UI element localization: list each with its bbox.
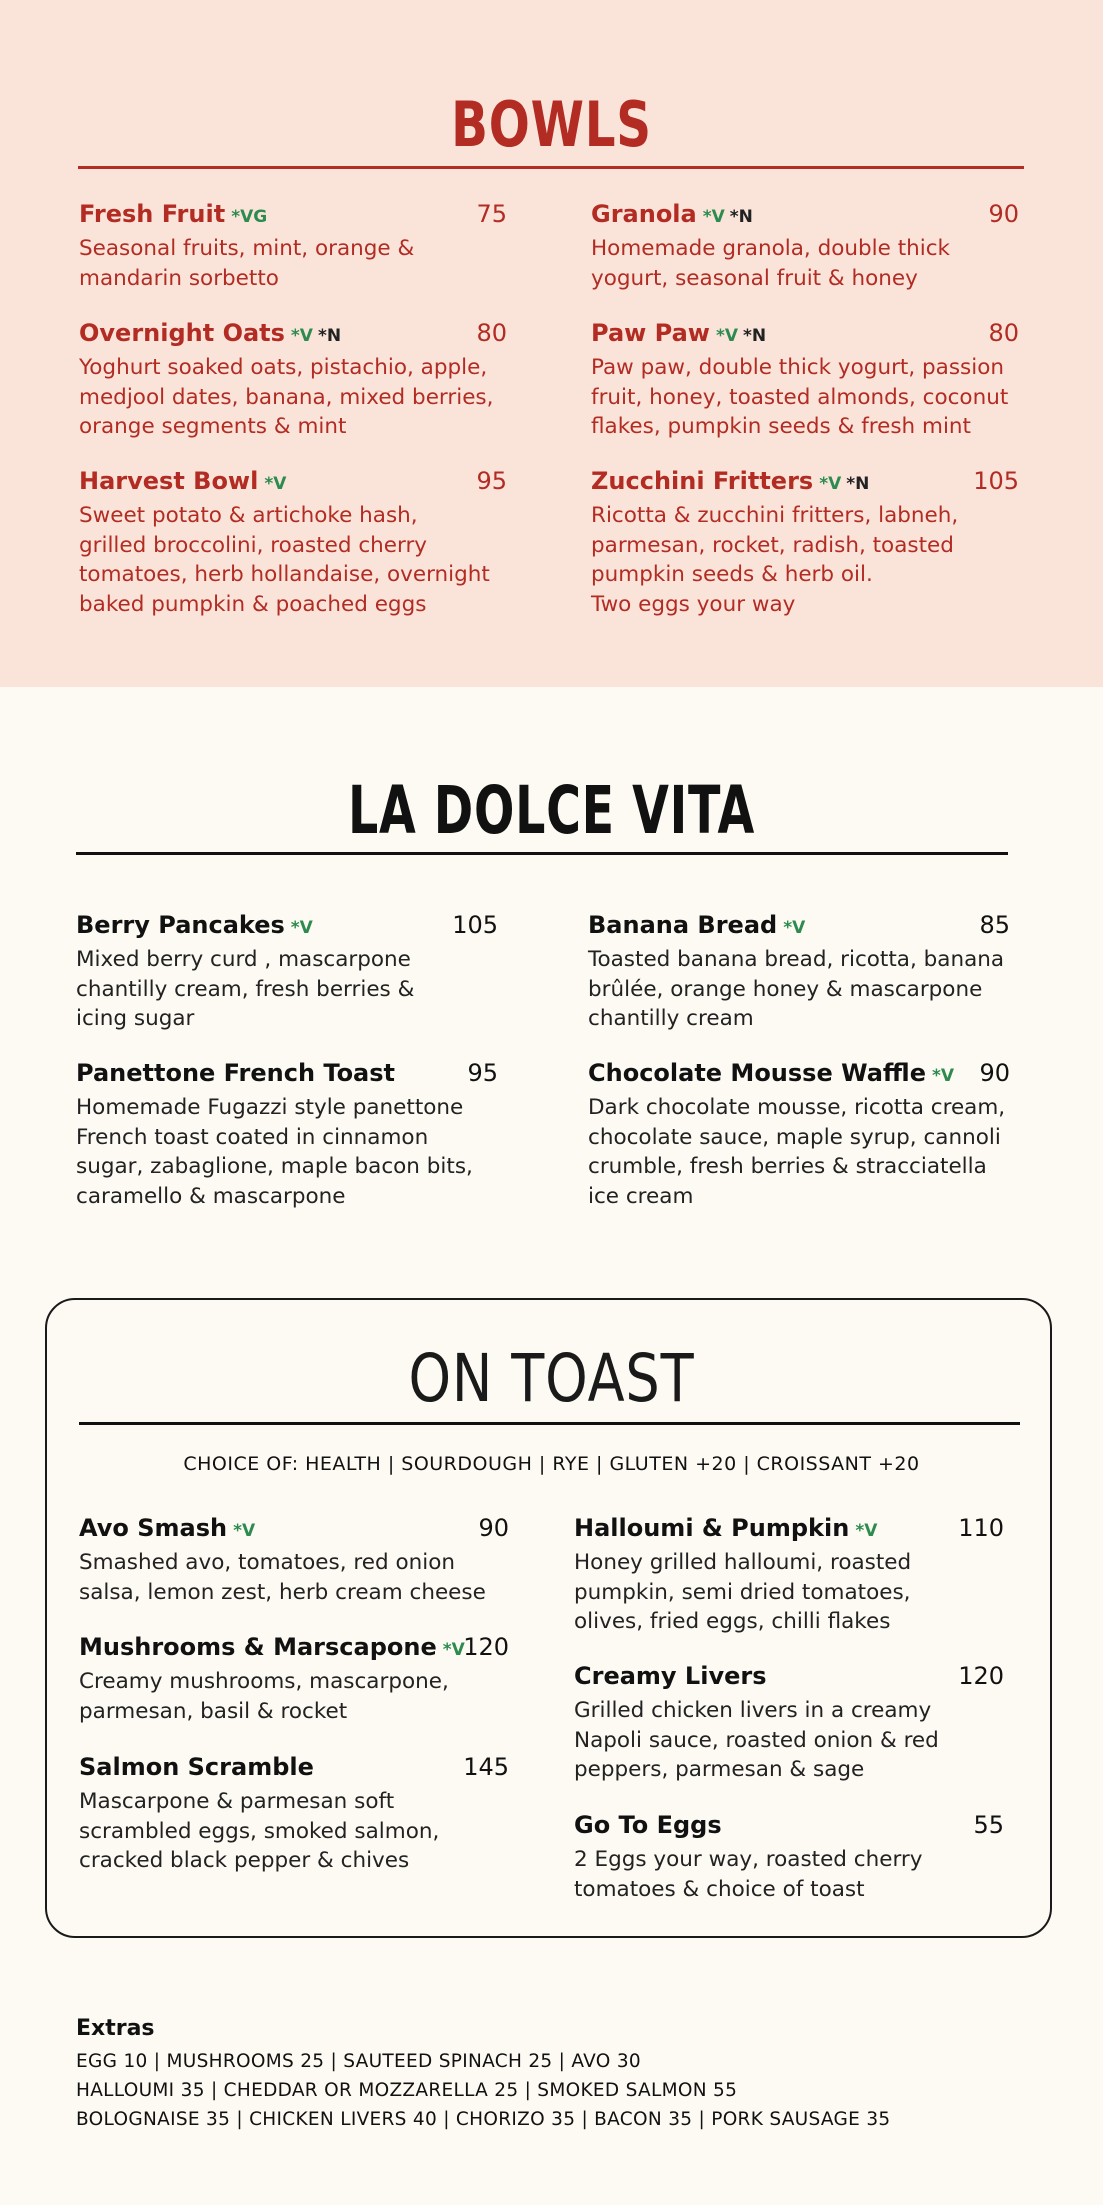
item-price: 105 [452, 911, 498, 939]
nut-tag: *N [846, 474, 870, 494]
item-name: Overnight Oats *V *N [79, 319, 342, 347]
item-name: Panettone French Toast [76, 1059, 396, 1087]
extras-heading: Extras [76, 2016, 155, 2041]
item-name: Creamy Livers [574, 1662, 767, 1690]
dolce-heading: LA DOLCE VITA [348, 772, 755, 849]
item-name: Go To Eggs [574, 1811, 722, 1839]
dietary-tag: *V [931, 1066, 955, 1086]
item-description: Toasted banana bread, ricotta, banana brûlée, orange honey & mascarpone chantilly cream [588, 947, 1005, 1031]
item-price: 105 [973, 467, 1019, 495]
item-description: Honey grilled halloumi, roasted pumpkin, semi dried tomatoes, olives, fried eggs, chilli flakes [574, 1550, 912, 1634]
item-price: 80 [988, 319, 1019, 347]
item-description: Homemade granola, double thick yogurt, seasonal fruit & honey [591, 236, 950, 291]
item-description: Dark chocolate mousse, ricotta cream, chocolate sauce, maple syrup, cannoli crumble, fresh berries & stracciatella ice cream [588, 1095, 1006, 1209]
item-name: Fresh Fruit *VG [79, 200, 268, 228]
item-description: Yoghurt soaked oats, pistachio, apple, medjool dates, banana, mixed berries, orange segments & mint [79, 355, 494, 439]
item-name: Granola *V *N [591, 200, 753, 228]
item-name: Salmon Scramble [79, 1753, 314, 1781]
dietary-tag: *VG [231, 207, 268, 227]
dietary-tag: *V [855, 1521, 878, 1541]
item-price: 55 [973, 1811, 1004, 1839]
dietary-tag: *V [233, 1521, 256, 1541]
item-description: Creamy mushrooms, mascarpone, parmesan, basil & rocket [79, 1669, 449, 1724]
item-price: 95 [467, 1059, 498, 1087]
item-description: Mascarpone & parmesan soft scrambled eggs, smoked salmon, cracked black pepper & chives [79, 1789, 440, 1873]
item-name: Avo Smash *V [79, 1514, 256, 1542]
item-description: Ricotta & zucchini fritters, labneh, parmesan, rocket, radish, toasted pumpkin seeds & herb oil. Two eggs your way [591, 503, 959, 617]
item-name: Berry Pancakes *V [76, 911, 313, 939]
on-toast-heading: ON TOAST [408, 1340, 695, 1417]
bread-choice-line: CHOICE OF: HEALTH | SOURDOUGH | RYE | GLUTEN +20 | CROISSANT +20 [183, 1453, 920, 1475]
item-price: 90 [979, 1059, 1010, 1087]
item-name: Paw Paw *V *N [591, 319, 767, 347]
on-toast-divider [79, 1422, 1020, 1425]
item-price: 85 [979, 911, 1010, 939]
dietary-tag: *V [715, 326, 739, 346]
extras-line: HALLOUMI 35 | CHEDDAR OR MOZZARELLA 25 | SMOKED SALMON 55 [76, 2080, 738, 2101]
item-price: 75 [476, 200, 507, 228]
dietary-tag: *V [442, 1640, 465, 1660]
item-price: 80 [476, 319, 507, 347]
item-description: Paw paw, double thick yogurt, passion fruit, honey, toasted almonds, coconut flakes, pumpkin seeds & fresh mint [591, 355, 1009, 439]
item-name: Mushrooms & Marscapone *V [79, 1633, 465, 1661]
dietary-tag: *V [290, 918, 313, 938]
item-name: Halloumi & Pumpkin *V [574, 1514, 878, 1542]
item-description: Seasonal fruits, mint, orange & mandarin sorbetto [79, 236, 415, 291]
dietary-tag: *V [819, 474, 842, 494]
dolce-divider [76, 852, 1008, 855]
item-price: 90 [478, 1514, 509, 1542]
dietary-tag: *V [783, 918, 806, 938]
dietary-tag: *V [702, 207, 725, 227]
item-price: 90 [988, 200, 1019, 228]
extras-line: EGG 10 | MUSHROOMS 25 | SAUTEED SPINACH 25 | AVO 30 [76, 2051, 641, 2072]
item-description: Grilled chicken livers in a creamy Napoli sauce, roasted onion & red peppers, parmesan & sage [574, 1698, 939, 1782]
item-price: 120 [463, 1633, 509, 1661]
item-description: Mixed berry curd , mascarpone chantilly cream, fresh berries & icing sugar [76, 947, 415, 1031]
item-price: 110 [958, 1514, 1004, 1542]
item-description: 2 Eggs your way, roasted cherry tomatoes & choice of toast [574, 1847, 923, 1902]
item-name: Banana Bread *V [588, 911, 806, 939]
nut-tag: *N [317, 326, 342, 346]
item-description: Smashed avo, tomatoes, red onion salsa, lemon zest, herb cream cheese [79, 1550, 486, 1605]
item-price: 145 [463, 1753, 509, 1781]
dietary-tag: *V [264, 474, 287, 494]
item-price: 95 [476, 467, 507, 495]
bowls-heading: BOWLS [451, 88, 652, 161]
item-name: Chocolate Mousse Waffle *V [588, 1059, 955, 1087]
item-description: Homemade Fugazzi style panettone French toast coated in cinnamon sugar, zabaglione, maple bacon bits, caramello & mascarpone [76, 1095, 473, 1209]
item-name: Harvest Bowl *V [79, 467, 287, 495]
item-name: Zucchini Fritters *V *N [591, 467, 870, 495]
nut-tag: *N [743, 326, 767, 346]
nut-tag: *N [729, 207, 753, 227]
dietary-tag: *V [290, 326, 313, 346]
bowls-divider [78, 166, 1024, 169]
item-description: Sweet potato & artichoke hash, grilled broccolini, roasted cherry tomatoes, herb hollandaise, overnight baked pumpkin & poached eggs [79, 503, 490, 617]
extras-line: BOLOGNAISE 35 | CHICKEN LIVERS 40 | CHORIZO 35 | BACON 35 | PORK SAUSAGE 35 [76, 2109, 891, 2130]
item-price: 120 [958, 1662, 1004, 1690]
